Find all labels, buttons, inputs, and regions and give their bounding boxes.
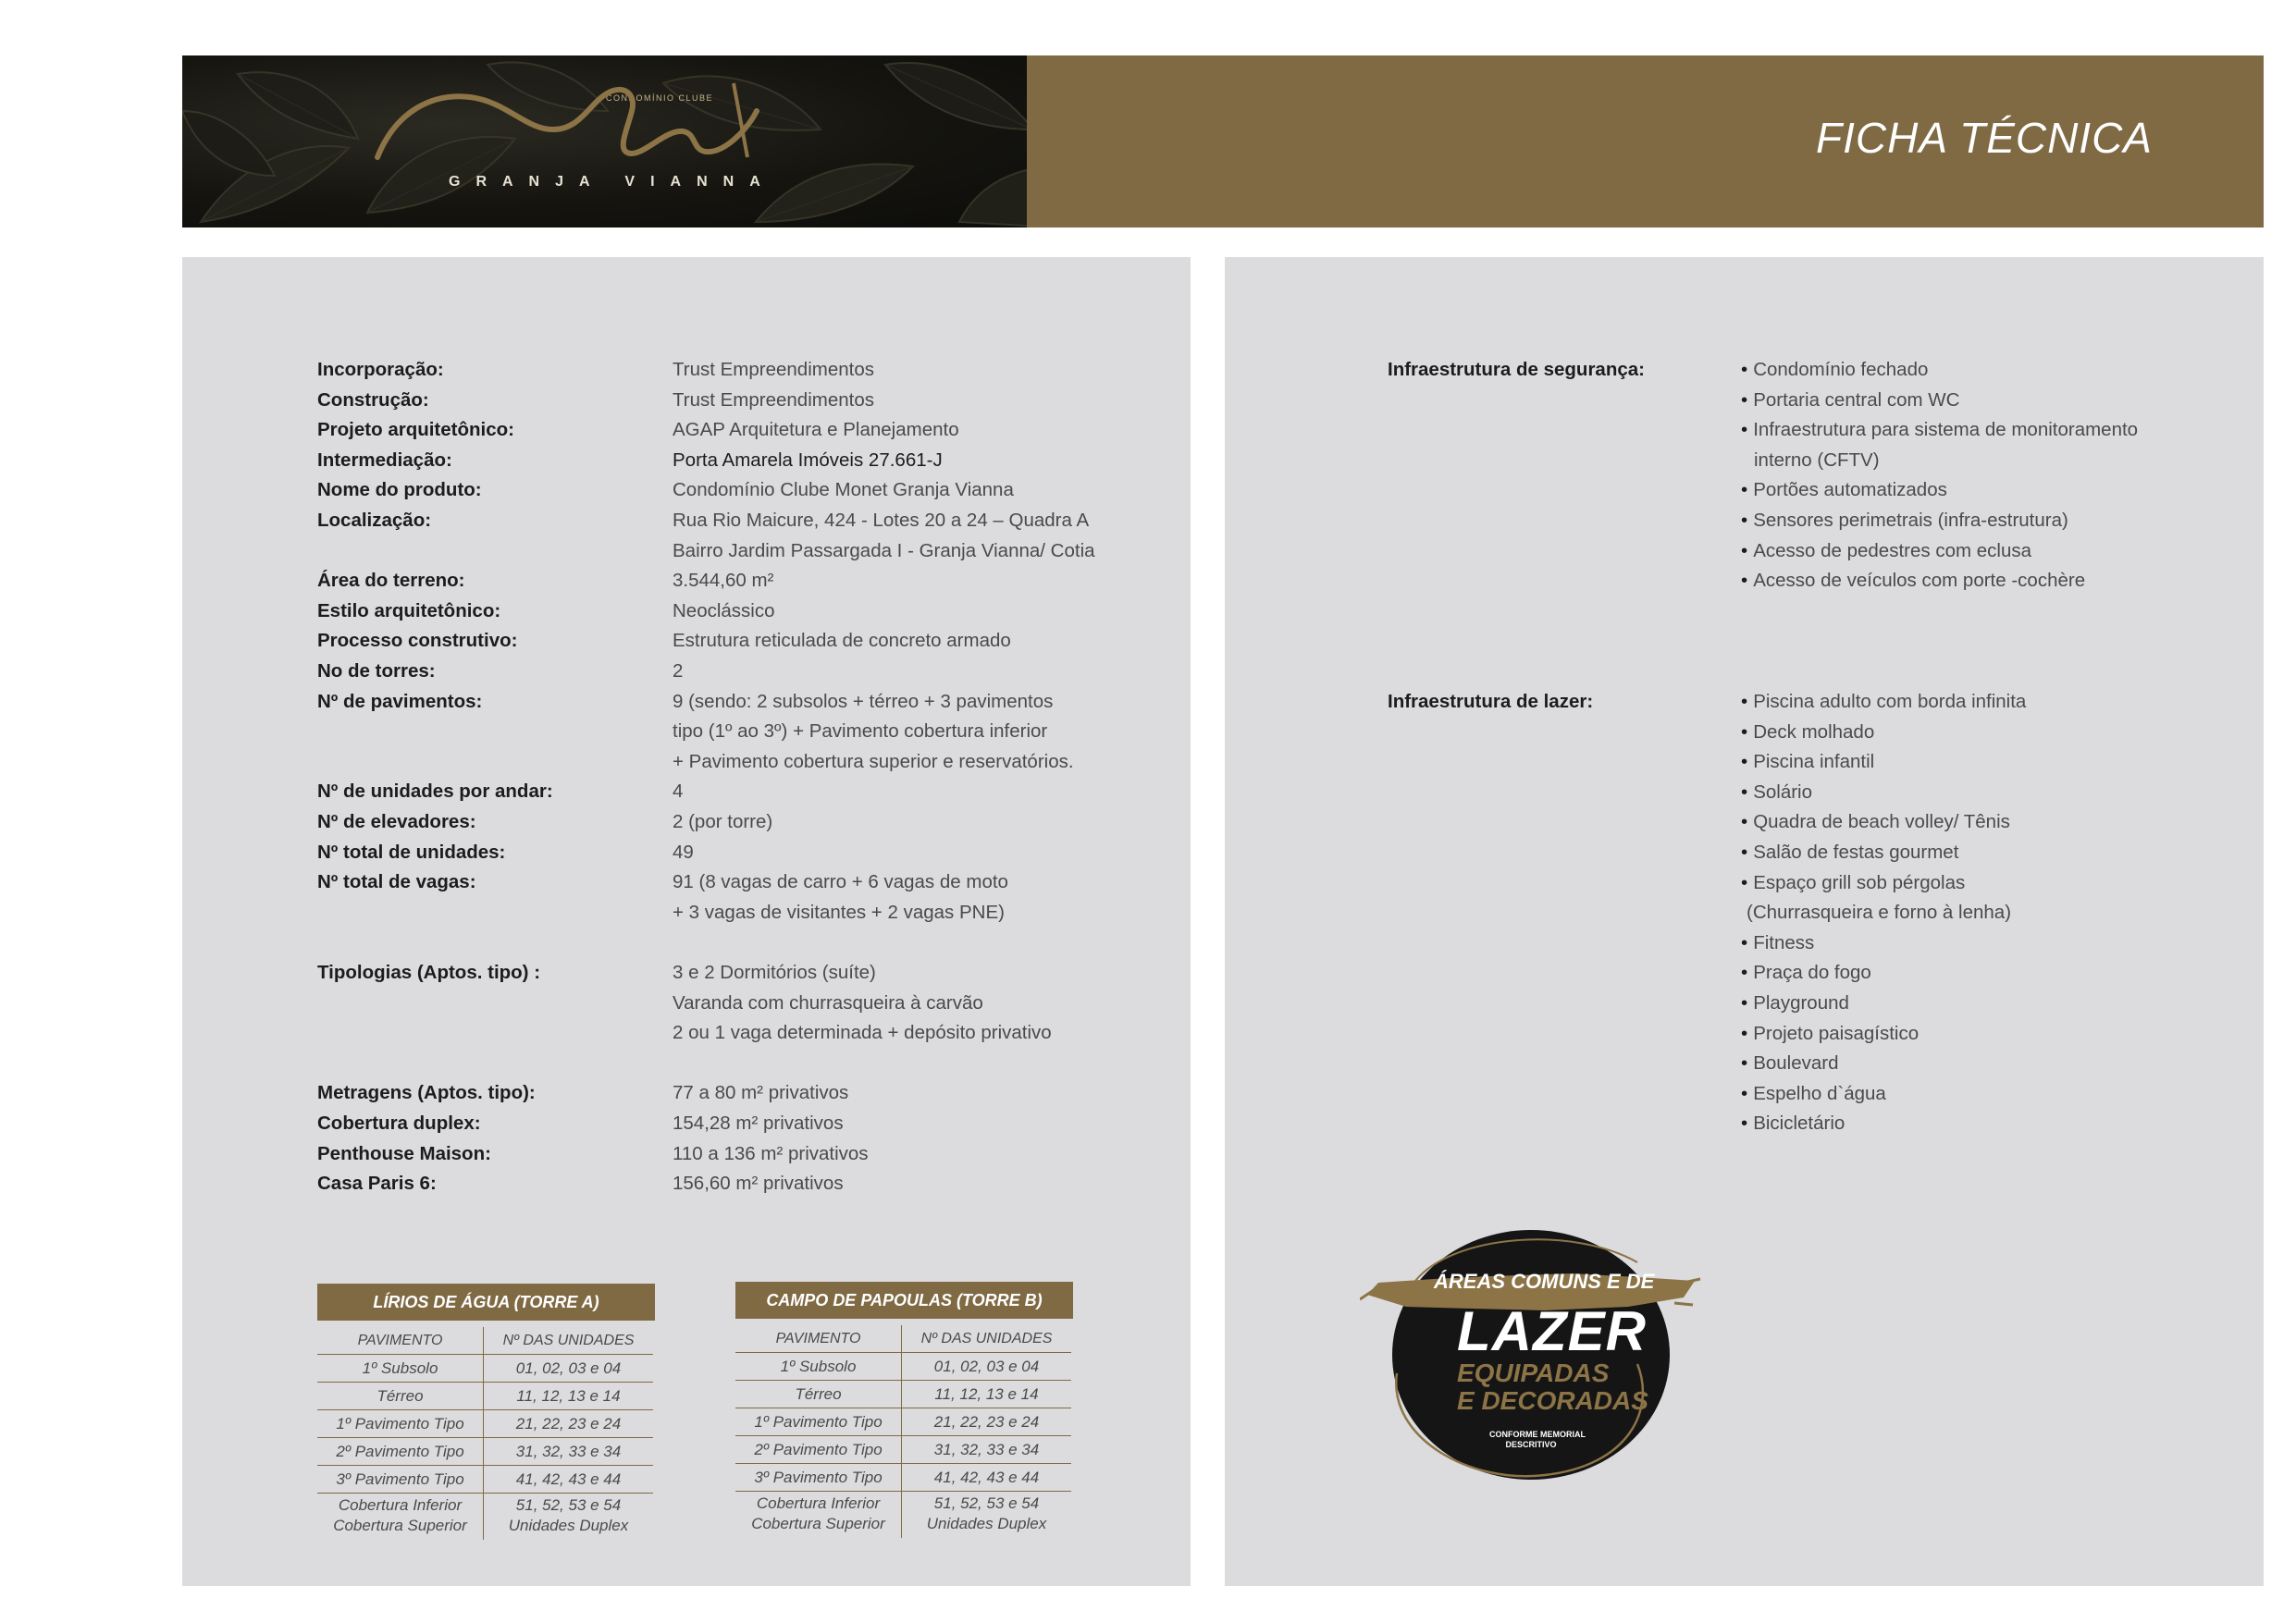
spec-value: AGAP Arquitetura e Planejamento [673,419,959,441]
spec-label: Nome do produto: [317,479,482,501]
spec-value: 2 (por torre) [673,811,773,832]
units-table-tower-a [317,1284,655,1540]
table-cell: 41, 42, 43 e 44 [902,1464,1071,1492]
badge-line-2: LAZER [1457,1300,1647,1362]
table-cell: 51, 52, 53 e 54 Unidades Duplex [508,1496,629,1534]
spec-value: 9 (sendo: 2 subsolos + térreo + 3 pavimentos [673,690,1054,712]
list-item: • Acesso de veículos com porte -cochère [1741,570,2086,592]
column-header: PAVIMENTO [735,1325,902,1353]
badge-line-1: ÁREAS COMUNS E DE [1434,1270,1655,1293]
table-cell: 1º Subsolo [317,1355,484,1383]
spec-value: 49 [673,841,694,863]
spec-label: Nº de elevadores: [317,811,476,832]
spec-value: Neoclássico [673,599,775,621]
units-table-tower-b [735,1282,1073,1538]
spec-value: 110 a 136 m² privativos [673,1142,869,1164]
column-header: PAVIMENTO [317,1327,484,1355]
list-item: • Portões automatizados [1741,479,1947,501]
spec-value: Trust Empreendimentos [673,388,874,411]
table-cell: 01, 02, 03 e 04 [484,1355,653,1383]
list-item: • Piscina adulto com borda infinita [1741,691,2027,712]
list-item: • Condomínio fechado [1741,359,1929,380]
badge-line-3: EQUIPADAS E DECORADAS [1457,1359,1648,1415]
spec-label: Intermediação: [317,449,452,471]
table-title: LÍRIOS DE ÁGUA (TORRE A) [317,1284,655,1321]
table-cell: Cobertura Inferior Cobertura Superior [317,1494,484,1540]
list-item: • Boulevard [1741,1052,1839,1075]
spec-label: Área do terreno: [317,570,465,592]
list-item: • Solário [1741,781,1812,803]
table-cell: 01, 02, 03 e 04 [902,1353,1071,1381]
spec-value: + Pavimento cobertura superior e reservatórios. [673,750,1074,772]
badge-line-4: CONFORME MEMORIAL DESCRITIVO [1489,1430,1586,1449]
table-cell: 3º Pavimento Tipo [735,1464,902,1492]
table-cell: 3º Pavimento Tipo [317,1466,484,1494]
column-header: Nº DAS UNIDADES [902,1325,1071,1353]
list-item: • Praça do fogo [1741,962,1871,984]
spec-label: Nº de pavimentos: [317,690,483,712]
spec-value: 2 ou 1 vaga determinada + depósito privativo [673,1022,1052,1044]
spec-value: + 3 vagas de visitantes + 2 vagas PNE) [673,901,1005,923]
spec-value: 156,60 m² privativos [673,1173,844,1195]
spec-value: Estrutura reticulada de concreto armado [673,630,1011,652]
spec-value: 4 [673,781,684,803]
spec-value: Condomínio Clube Monet Granja Vianna [673,479,1014,501]
table-title: CAMPO DE PAPOULAS (TORRE B) [735,1282,1073,1319]
leisure-list [1741,687,2026,1139]
table-cell: Cobertura Inferior Cobertura Superior [735,1492,902,1538]
list-item: • Piscina infantil [1741,751,1875,773]
monet-logo-icon [368,74,775,176]
header-title-bar [1027,55,2264,227]
spec-value: 77 a 80 m² privativos [673,1082,849,1104]
spec-label: Estilo arquitetônico: [317,599,501,621]
list-item: • Portaria central com WC [1741,388,1960,411]
table-cell: 2º Pavimento Tipo [735,1436,902,1464]
list-item: • Salão de festas gourmet [1741,841,1959,863]
security-label: Infraestrutura de segurança: [1388,359,1645,380]
spec-label: Metragens (Aptos. tipo): [317,1082,536,1104]
list-item: (Churrasqueira e forno à lenha) [1747,902,2012,924]
table-cell: 21, 22, 23 e 24 [484,1410,653,1438]
table-cell: Térreo [317,1383,484,1410]
spec-value: 3.544,60 m² [673,570,774,592]
table-cell: 2º Pavimento Tipo [317,1438,484,1466]
spec-value: Rua Rio Maicure, 424 - Lotes 20 a 24 – Quadra A [673,510,1090,531]
list-item: • Acesso de pedestres com eclusa [1741,539,2032,561]
spec-label: Incorporação: [317,359,444,380]
list-item: • Espelho d`água [1741,1082,1886,1104]
spec-value: 91 (8 vagas de carro + 6 vagas de moto [673,871,1008,893]
list-item: • Espaço grill sob pérgolas [1741,871,1966,893]
leisure-label: Infraestrutura de lazer: [1388,691,1594,712]
list-item: • Quadra de beach volley/ Tênis [1741,811,2010,833]
list-item: • Infraestrutura para sistema de monitoramento [1741,419,2139,441]
list-item: • Sensores perimetrais (infra-estrutura) [1741,509,2068,531]
spec-label: Localização: [317,510,432,531]
spec-label: Nº de unidades por andar: [317,781,553,803]
table-cell: 1º Subsolo [735,1353,902,1381]
spec-label: Penthouse Maison: [317,1142,491,1164]
spec-label: Nº total de unidades: [317,841,506,863]
page-title: FICHA TÉCNICA [1816,114,2153,162]
spec-label: Construção: [317,388,429,411]
spec-label: Casa Paris 6: [317,1173,437,1195]
table-cell: Térreo [735,1381,902,1408]
logo-subtitle: GRANJA VIANNA [449,174,776,190]
spec-value: Trust Empreendimentos [673,359,874,380]
list-item: • Projeto paisagístico [1741,1022,1920,1044]
table-cell: 31, 32, 33 e 34 [484,1438,653,1466]
table-cell: 1º Pavimento Tipo [317,1410,484,1438]
table-cell: 51, 52, 53 e 54 Unidades Duplex [926,1494,1047,1532]
spec-value: Bairro Jardim Passargada I - Granja Vianna/ Cotia [673,539,1095,561]
spec-value: 2 [673,660,684,682]
spec-label: Cobertura duplex: [317,1113,481,1134]
spec-label: Nº total de vagas: [317,871,476,893]
spec-value: Porta Amarela Imóveis 27.661-J [673,449,943,471]
table-cell: 31, 32, 33 e 34 [902,1436,1071,1464]
table-cell: 11, 12, 13 e 14 [902,1381,1071,1408]
list-item: • Playground [1741,991,1849,1014]
list-item: • Bicicletário [1741,1113,1845,1135]
table-cell: 41, 42, 43 e 44 [484,1466,653,1494]
list-item: interno (CFTV) [1754,449,1880,471]
spec-value: 154,28 m² privativos [673,1113,844,1134]
logo-supertitle: CONDOMÍNIO CLUBE [606,93,714,103]
column-header: Nº DAS UNIDADES [484,1327,653,1355]
spec-label: Processo construtivo: [317,630,518,652]
table-cell: 11, 12, 13 e 14 [484,1383,653,1410]
table-cell: 1º Pavimento Tipo [735,1408,902,1436]
spec-label: No de torres: [317,660,436,682]
list-item: • Deck molhado [1741,720,1875,743]
spec-value: tipo (1º ao 3º) + Pavimento cobertura inferior [673,720,1048,743]
table-cell: 21, 22, 23 e 24 [902,1408,1071,1436]
spec-value: 3 e 2 Dormitórios (suíte) [673,962,876,983]
spec-label: Tipologias (Aptos. tipo) : [317,962,541,983]
list-item: • Fitness [1741,931,1815,953]
spec-value: Varanda com churrasqueira à carvão [673,991,983,1014]
spec-label: Projeto arquitetônico: [317,419,514,441]
security-list [1741,355,2138,596]
